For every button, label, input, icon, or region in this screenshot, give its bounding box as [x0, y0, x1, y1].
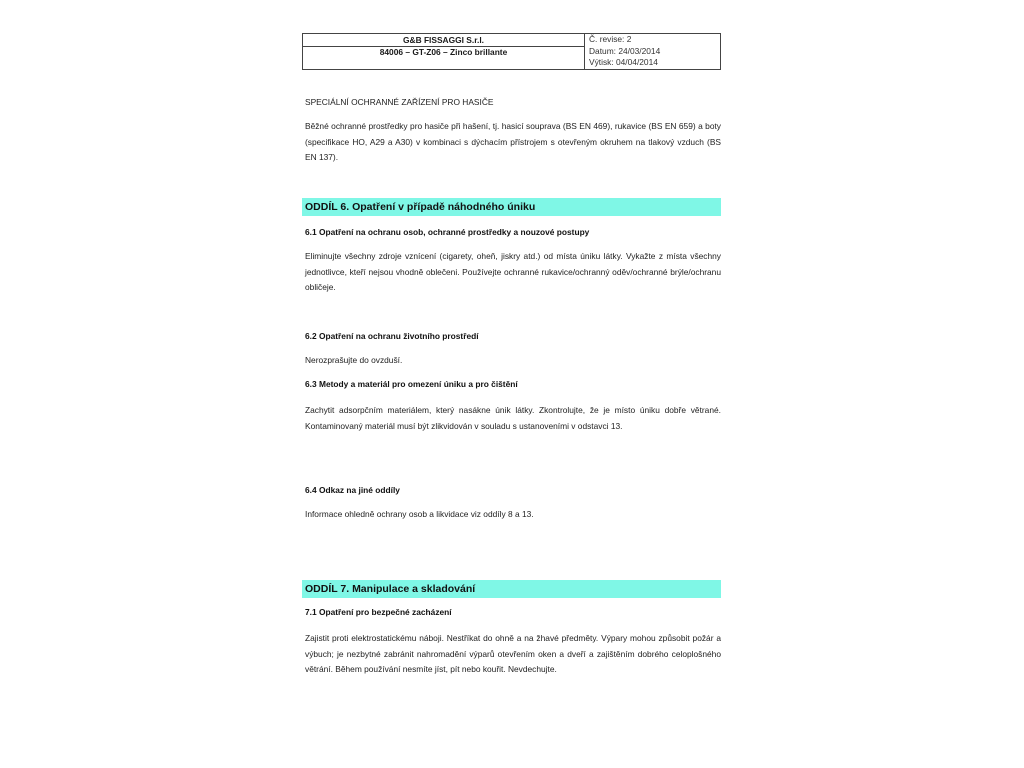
revision-date: Datum: 24/03/2014 [589, 45, 661, 56]
intro-paragraph: Běžné ochranné prostředky pro hasiče při hašení, tj. hasicí souprava (BS EN 469), rukavice (BS EN 659) a boty (specifikace HO, A29 a A30) v kombinaci s dýchacím přístrojem s otevřeným okruhem na tlakový vzduch (BS EN 137). [305, 121, 721, 162]
section-6-heading: ODDÍL 6. Opatření v případě náhodného úniku [302, 198, 721, 216]
print-date: Výtisk: 04/04/2014 [589, 57, 658, 67]
subsection-7-1-title: 7.1 Opatření pro bezpečné zacházení [305, 607, 452, 617]
subsection-6-4-text: Informace ohledně ochrany osob a likvidace viz oddíly 8 a 13. [305, 509, 534, 519]
header-left-cell [303, 34, 585, 69]
revision-number: Č. revise: 2 [589, 34, 632, 44]
subsection-6-2-text: Nerozprašujte do ovzduší. [305, 355, 403, 365]
subsection-6-2-title: 6.2 Opatření na ochranu životního prostředí [305, 331, 479, 341]
section-7-heading: ODDÍL 7. Manipulace a skladování [302, 580, 721, 598]
subsection-6-4-title: 6.4 Odkaz na jiné oddíly [305, 485, 400, 495]
subsection-7-1-text: Zajistit proti elektrostatickému náboji. Nestříkat do ohně a na žhavé předměty. Výpary mohou způsobit požár a výbuch; je nezbytné zabránit nahromadění výparů otevřením oken a dveří a zajištěním dobrého celoplošného větrání. Během používání nesmíte jíst, pít nebo kouřit. Nevdechujte. [305, 633, 721, 674]
company-name: G&B FISSAGGI S.r.l. [303, 34, 584, 47]
subsection-6-1-title: 6.1 Opatření na ochranu osob, ochranné prostředky a nouzové postupy [305, 227, 590, 237]
product-name: 84006 – GT-Z06 – Zinco brillante [379, 47, 508, 57]
subsection-6-1-text: Eliminujte všechny zdroje vznícení (cigarety, oheň, jiskry atd.) od místa úniku látky. Vykažte z místa všechny jednotlivce, kteří nejsou vhodně oblečeni. Používejte ochranné rukavice/ochranný oděv/ochranné brýle/ochranu obličeje. [305, 251, 721, 292]
header-right-cell [589, 34, 719, 69]
subsection-6-3-title: 6.3 Metody a materiál pro omezení úniku a pro čištění [305, 379, 518, 389]
header-table [302, 33, 721, 70]
subsection-6-3-text: Zachytit adsorpčním materiálem, který nasákne únik látky. Zkontrolujte, že je místo úniku dobře větrané. Kontaminovaný materiál musí být zlikvidován v souladu s ustanoveními v odstavci 13. [305, 405, 721, 431]
intro-heading: SPECIÁLNÍ OCHRANNÉ ZAŘÍZENÍ PRO HASIČE [305, 97, 494, 107]
